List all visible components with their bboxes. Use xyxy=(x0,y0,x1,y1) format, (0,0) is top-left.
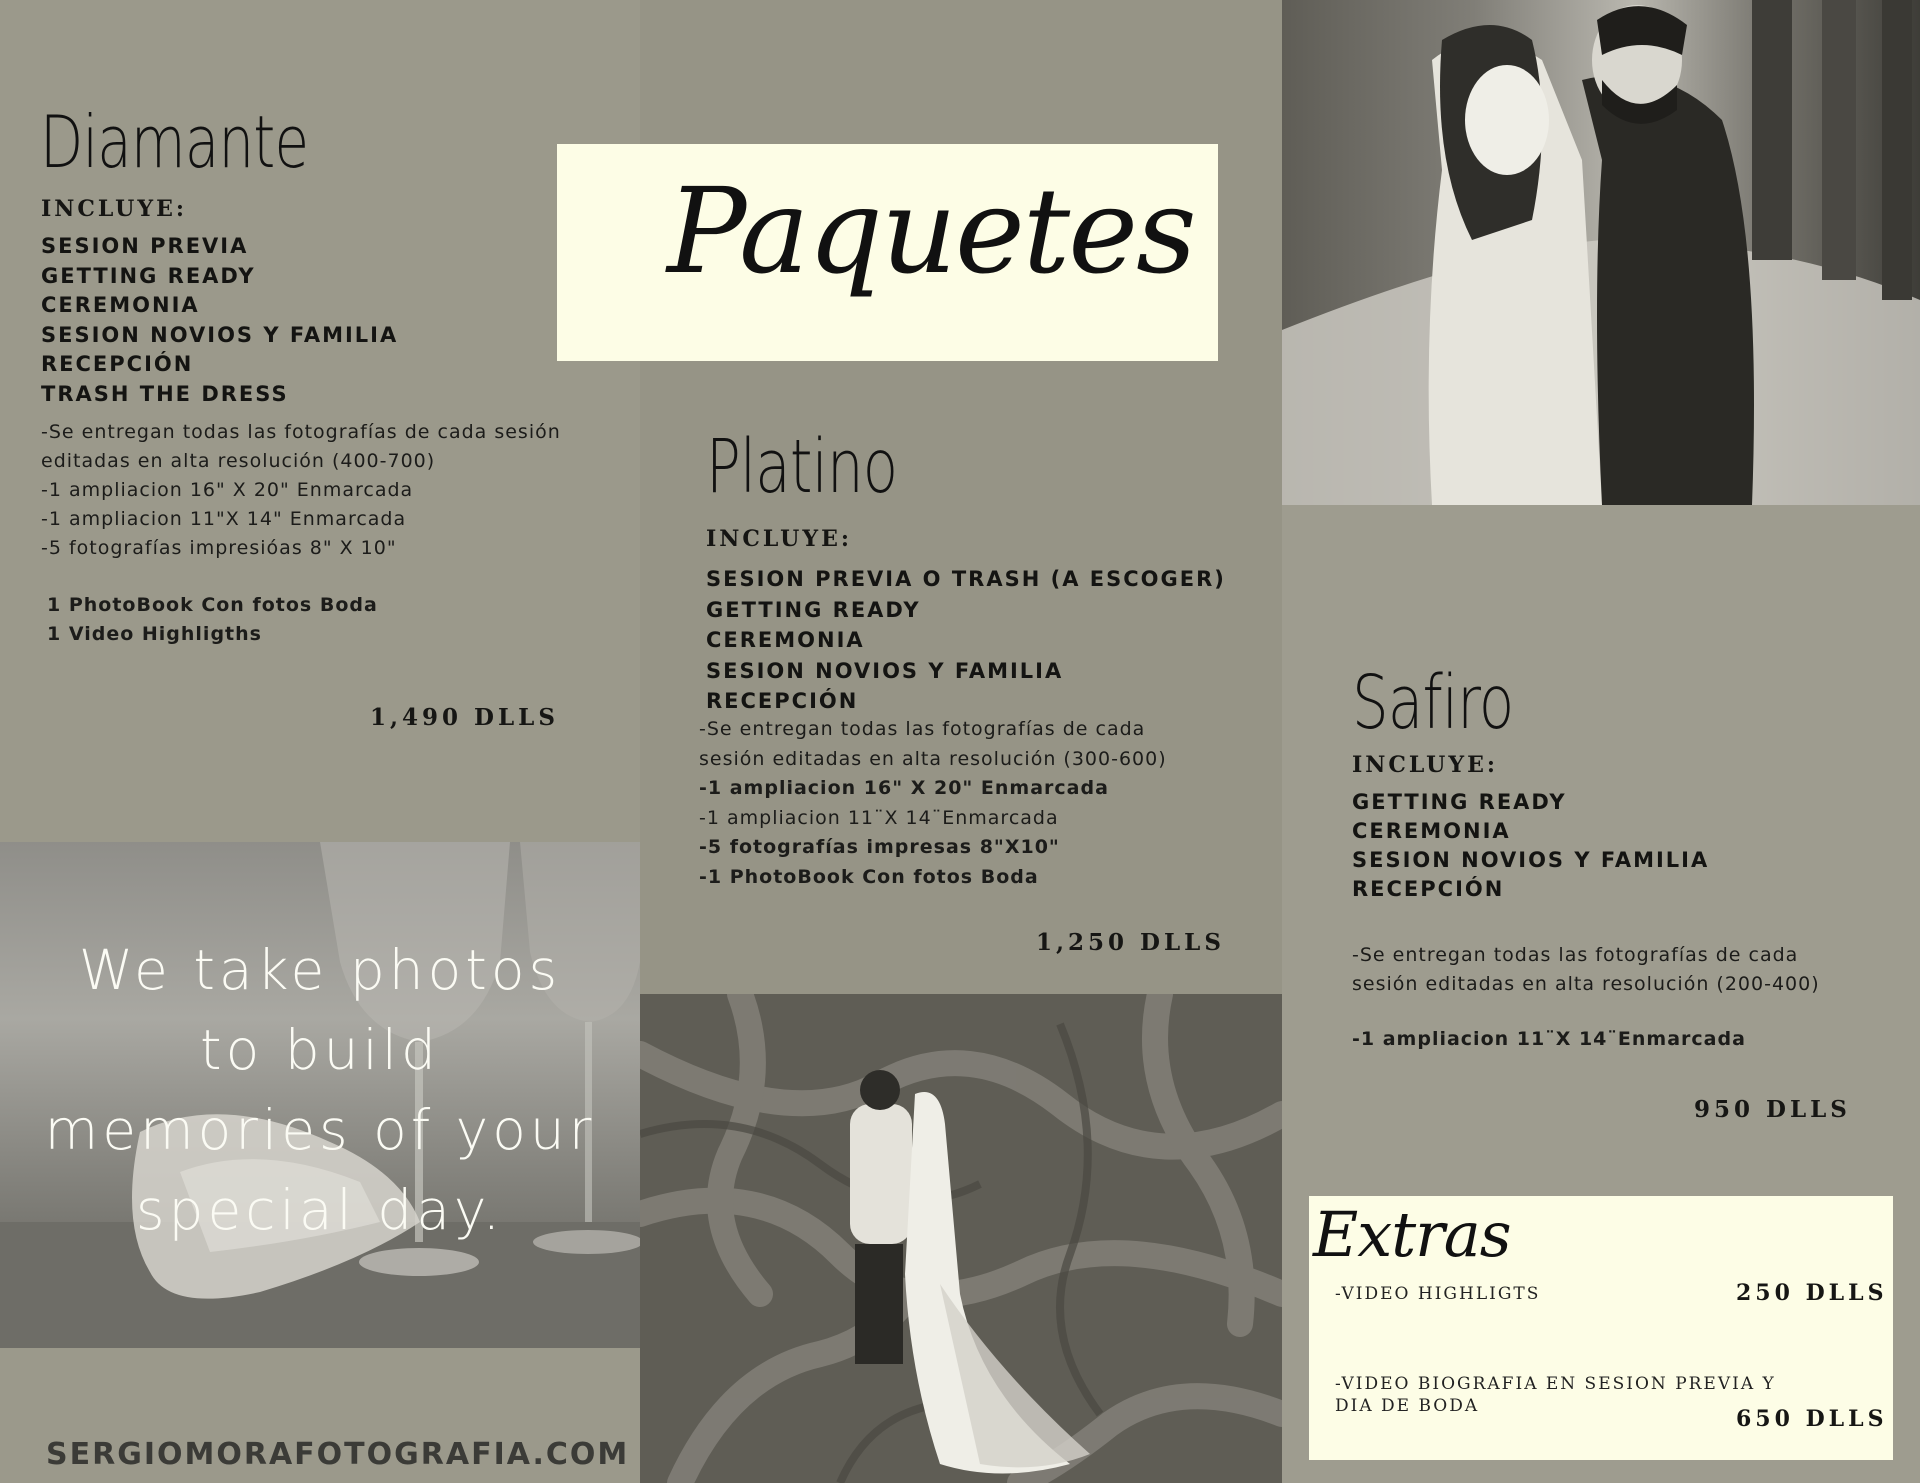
list-item: -Se entregan todas las fotografías de cada sesión xyxy=(41,421,561,443)
list-item: RECEPCIÓN xyxy=(706,689,859,713)
diamante-price: 1,490 DLLS xyxy=(370,704,559,731)
list-item: sesión editadas en alta resolución (200-400) xyxy=(1352,973,1820,995)
list-item: -Se entregan todas las fotografías de cada xyxy=(699,718,1146,740)
diamante-extras xyxy=(47,591,378,649)
list-item: RECEPCIÓN xyxy=(41,352,194,376)
tagline-line: memories of your xyxy=(44,1098,596,1162)
platino-title: Platino xyxy=(706,424,898,510)
list-item: -Se entregan todas las fotografías de cada xyxy=(1352,944,1799,966)
safiro-title: Safiro xyxy=(1352,660,1514,746)
safiro-bold-note: -1 ampliacion 11¨X 14¨Enmarcada xyxy=(1352,1028,1746,1050)
tagline xyxy=(0,930,640,1250)
tagline-line: to build xyxy=(200,1018,440,1082)
extra-item-price: 250 DLLS xyxy=(1736,1280,1888,1306)
list-item: SESION PREVIA xyxy=(41,234,249,258)
extra-item-label: DIA DE BODA xyxy=(1335,1396,1480,1416)
couple-tree-roots-photo xyxy=(640,994,1282,1483)
diamante-notes xyxy=(41,418,561,563)
extra-item-price: 650 DLLS xyxy=(1736,1406,1888,1432)
list-item: CEREMONIA xyxy=(1352,819,1511,843)
list-item: editadas en alta resolución (400-700) xyxy=(41,450,436,472)
list-item: -5 fotografías impresas 8"X10" xyxy=(699,836,1060,858)
list-item: SESION NOVIOS Y FAMILIA xyxy=(1352,848,1710,872)
safiro-items xyxy=(1352,788,1709,904)
list-item: -1 PhotoBook Con fotos Boda xyxy=(699,865,1039,888)
safiro-incluye-label: INCLUYE: xyxy=(1352,752,1498,778)
list-item: CEREMONIA xyxy=(41,293,200,317)
website-link[interactable]: SERGIOMORAFOTOGRAFIA.COM xyxy=(46,1437,630,1472)
tagline-line: special day. xyxy=(135,1178,505,1242)
title-box xyxy=(557,144,1218,361)
extra-item-label: -VIDEO HIGHLIGTS xyxy=(1335,1284,1541,1304)
platino-notes xyxy=(699,715,1167,892)
safiro-notes xyxy=(1352,941,1820,999)
diamante-incluye-label: INCLUYE: xyxy=(41,196,187,222)
list-item: CEREMONIA xyxy=(706,628,865,652)
list-item: -1 ampliacion 16" X 20" Enmarcada xyxy=(41,479,414,501)
extras-box xyxy=(1309,1196,1893,1460)
platino-price: 1,250 DLLS xyxy=(1036,929,1225,956)
list-item: TRASH THE DRESS xyxy=(41,381,289,406)
diamante-title: Diamante xyxy=(40,100,309,184)
safiro-price: 950 DLLS xyxy=(1694,1096,1851,1123)
list-item: 1 Video Highligths xyxy=(47,623,262,645)
list-item: -1 ampliacion 16" X 20" Enmarcada xyxy=(699,777,1109,799)
list-item: GETTING READY xyxy=(41,263,256,288)
list-item: SESION NOVIOS Y FAMILIA xyxy=(706,658,1064,683)
platino-items xyxy=(706,564,1226,717)
list-item: sesión editadas en alta resolución (300-600) xyxy=(699,747,1167,770)
diamante-items xyxy=(41,232,398,409)
list-item: SESION NOVIOS Y FAMILIA xyxy=(41,322,399,347)
extra-item-label: -VIDEO BIOGRAFIA EN SESION PREVIA Y xyxy=(1335,1374,1776,1394)
list-item: -5 fotografías impresióas 8" X 10" xyxy=(41,537,397,559)
list-item: SESION PREVIA O TRASH (A ESCOGER) xyxy=(706,567,1226,591)
platino-incluye-label: INCLUYE: xyxy=(706,526,852,552)
list-item: GETTING READY xyxy=(1352,790,1567,814)
list-item: -1 ampliacion 11¨X 14¨Enmarcada xyxy=(699,806,1059,829)
tagline-line: We take photos xyxy=(78,938,562,1002)
page-title: Paquetes xyxy=(667,162,1195,300)
list-item: -1 ampliacion 11"X 14" Enmarcada xyxy=(41,508,407,530)
list-item: RECEPCIÓN xyxy=(1352,877,1505,901)
extras-title: Extras xyxy=(1313,1198,1511,1271)
list-item: GETTING READY xyxy=(706,597,921,622)
couple-embrace-photo xyxy=(1282,0,1920,505)
list-item: 1 PhotoBook Con fotos Boda xyxy=(47,594,378,616)
